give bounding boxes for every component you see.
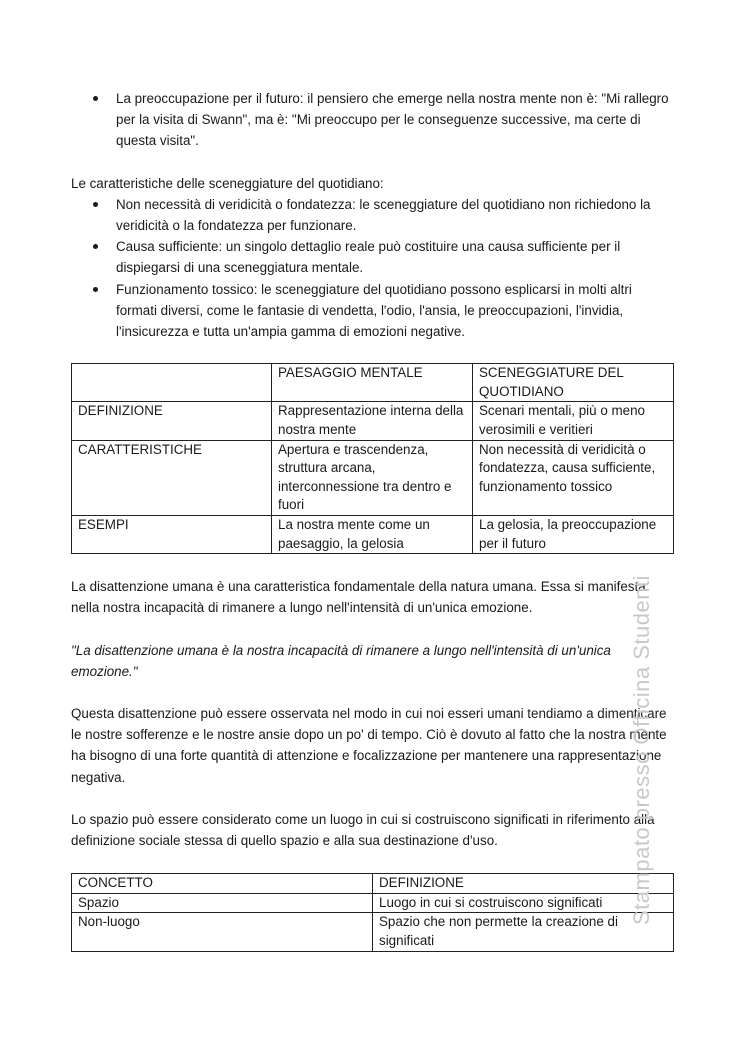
table-cell: Non-luogo [72, 913, 373, 951]
table-row [72, 515, 674, 553]
paragraph-osservata: Questa disattenzione può essere osservata nel modo in cui noi esseri umani tendiamo a dimenticare le nostre sofferenze e le nostre ansie dopo un po' di tempo. Ciò è dovuto al fatto che la nostra mente ha bisogno di una forte quantità di attenzione e focalizzazione per mantenere una rappresentazione negativa. [71, 705, 667, 785]
table-cell: Non necessità di veridicità o fondatezza, causa sufficiente, funzionamento tossico [473, 440, 674, 515]
list-item-text: Non necessità di veridicità o fondatezza: le sceneggiature del quotidiano non richiedono la veridicità o la fondatezza per funzionare. [116, 196, 651, 234]
list-item [71, 88, 673, 152]
table-header-cell: PAESAGGIO MENTALE [272, 364, 473, 402]
table-header-cell: SCENEGGIATURE DEL QUOTIDIANO [473, 364, 674, 402]
table-cell: Spazio che non permette la creazione di significati [373, 913, 674, 951]
table-cell: Scenari mentali, più o meno verosimili e veritieri [473, 402, 674, 440]
table-header-cell [72, 364, 272, 402]
table-cell: La nostra mente come un paesaggio, la gelosia [272, 515, 473, 553]
list-item-text: Causa sufficiente: un singolo dettaglio reale può costituire una causa sufficiente per il dispiegarsi di una sceneggiatura mentale. [116, 239, 621, 276]
table-cell: ESEMPI [72, 515, 272, 553]
paragraph-disattenzione: La disattenzione umana è una caratteristica fondamentale della natura umana. Essa si manifesta nella nostra incapacità di rimanere a lungo nell'intensità di un'unica emozione. [71, 579, 646, 616]
list-item [71, 194, 673, 236]
table-header-row [72, 364, 674, 402]
table-cell: Apertura e trascendenza, struttura arcana, interconnessione tra dentro e fuori [272, 440, 473, 515]
table-cell: Luogo in cui si costruiscono significati [373, 893, 674, 913]
table-cell: Spazio [72, 893, 373, 913]
table-cell: CARATTERISTICHE [72, 440, 272, 515]
concept-table [71, 873, 674, 951]
quote: "La disattenzione umana è la nostra incapacità di rimanere a lungo nell'intensità di un'unica emozione." [71, 642, 611, 679]
table-header-row [72, 874, 674, 894]
table-cell: DEFINIZIONE [72, 402, 272, 440]
table-header-cell: CONCETTO [72, 874, 373, 894]
table-header-cell: DEFINIZIONE [373, 874, 674, 894]
table-cell: Rappresentazione interna della nostra mente [272, 402, 473, 440]
list-item [71, 279, 673, 343]
list-item-text: La preoccupazione per il futuro: il pensiero che emerge nella nostra mente non è: "Mi rallegro per la visita di Swann", ma è: "Mi preoccupo per le conseguenze successive, ma certe di questa visita". [116, 91, 669, 149]
section-heading: Le caratteristiche delle sceneggiature del quotidiano: [71, 175, 384, 191]
paragraph-spazio: Lo spazio può essere considerato come un luogo in cui si costruiscono significati in riferimento alla definizione sociale stessa di quello spazio e alla sua destinazione d'uso. [71, 811, 655, 848]
comparison-table [71, 363, 674, 554]
bullet-list-top [71, 88, 673, 152]
watermark: Stampato presso Officina Studenti [629, 575, 654, 925]
table-cell: La gelosia, la preoccupazione per il futuro [473, 515, 674, 553]
document-page [71, 88, 673, 952]
list-item [71, 236, 673, 278]
table-row [72, 440, 674, 515]
list-item-text: Funzionamento tossico: le sceneggiature del quotidiano possono esplicarsi in molti altri formati diversi, come le fantasie di vendetta, l'odio, l'ansia, le preoccupazioni, l'invidia, l'insicurezza e tutta un'ampia gamma di emozioni negative. [116, 281, 632, 340]
table-row [72, 402, 674, 440]
bullet-list-caratteristiche [71, 194, 673, 342]
table-row [72, 913, 674, 951]
table-row [72, 893, 674, 913]
